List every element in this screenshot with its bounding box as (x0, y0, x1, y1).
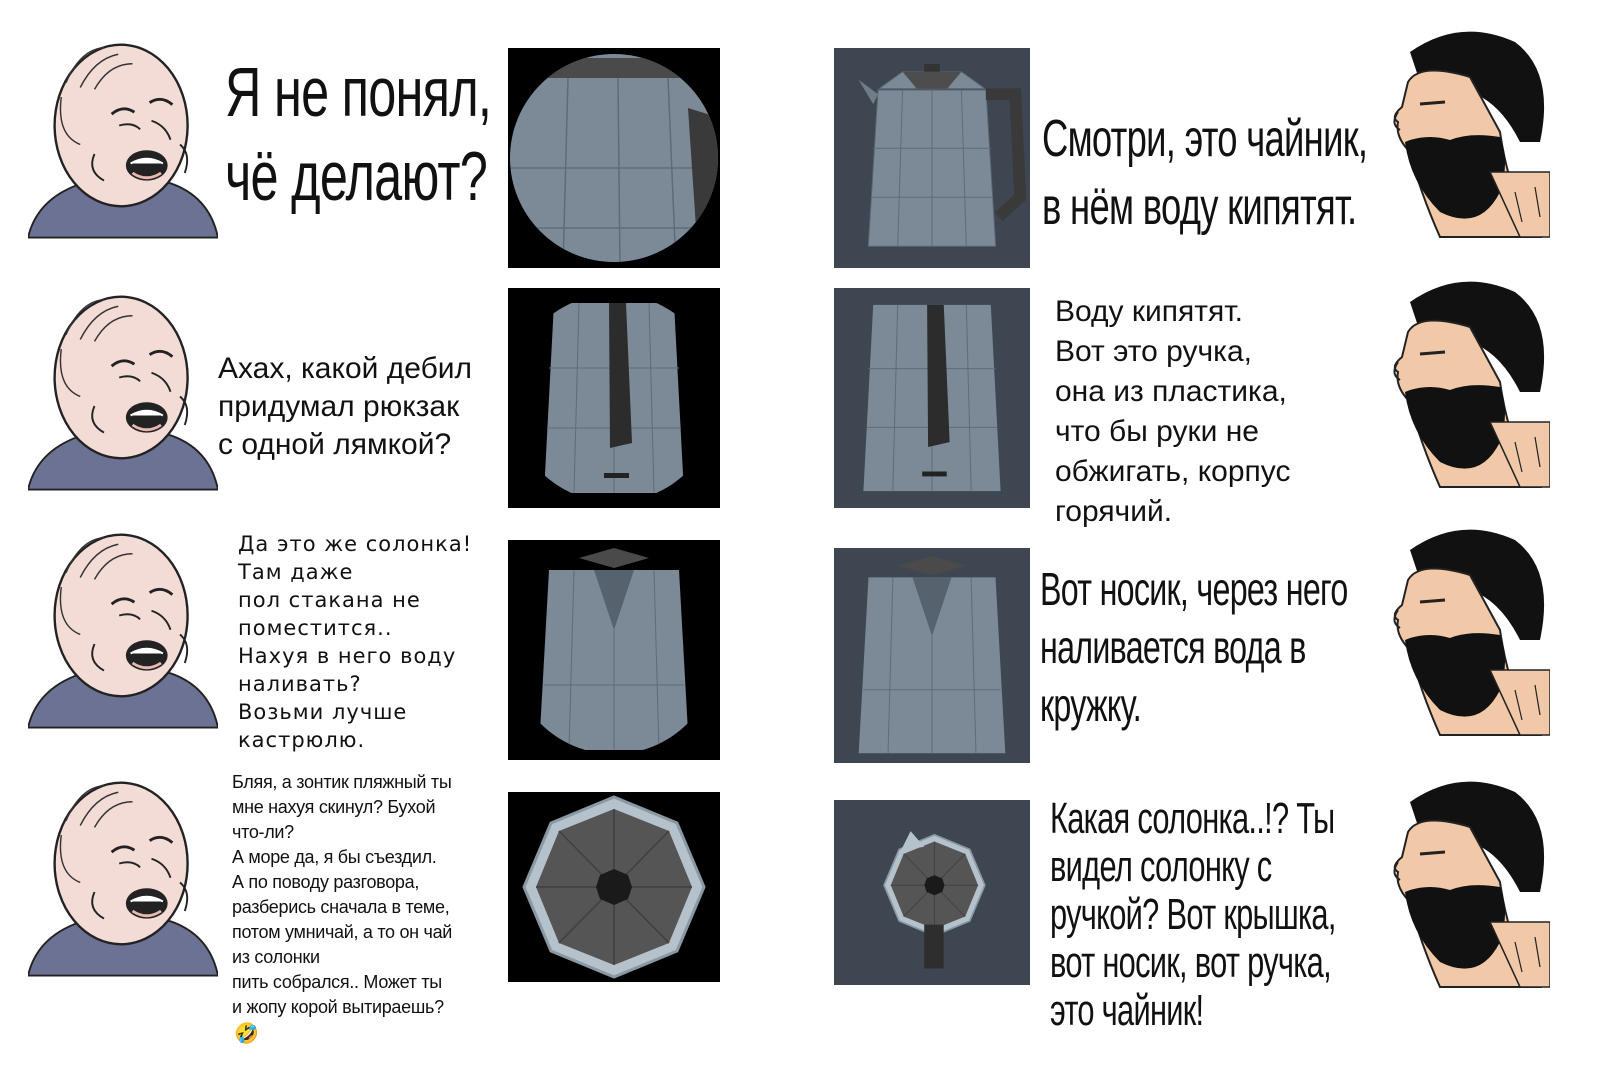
bearded-chad-icon (1350, 22, 1550, 242)
left-caption-3: Да это же солонка! Там даже пол стакана не поместится.. Нахуя в него воду наливать? Возьми лучше кастрюлю. (238, 532, 473, 752)
right-caption-4: Какая солонка..!? Ты видел солонку с ручкой? Вот крышка, вот носик, вот ручка, это чайник! (1050, 794, 1336, 1035)
left-caption-4: Бляя, а зонтик пляжный ты мне нахуя скинул? Бухой что-ли? А море да, я бы съездил. А по поводу разговора, разберись сначала в теме, потом умничай, а то он чай из солонки пить собрался.. Может ты и жопу корой вытираешь? (232, 772, 453, 1017)
right-caption-2: Воду кипятят. Вот это ручка, она из пластика, что бы руки не обжигать, корпус горячий. (1055, 295, 1291, 528)
rolling-laughing-emoji: 🤣 (234, 1023, 259, 1045)
bearded-chad-icon (1350, 772, 1550, 992)
crying-wojak-icon (28, 30, 218, 240)
right-caption-3: Вот носик, через него наливается вода в кружку. (1040, 563, 1348, 731)
kettle-render-handle (834, 288, 1030, 508)
kettle-render-top (834, 800, 1030, 985)
kettle-render-closeup (508, 48, 720, 268)
right-caption-1: Смотри, это чайник, в нём воду кипятят. (1042, 110, 1368, 236)
kettle-render-handle-closeup (508, 288, 720, 508)
kettle-render-spout (834, 548, 1030, 763)
left-caption-2: Ахах, какой дебил придумал рюкзак с одной лямкой? (218, 352, 473, 461)
kettle-render-spout-closeup (508, 540, 720, 760)
crying-wojak-icon (28, 520, 218, 730)
bearded-chad-icon (1350, 272, 1550, 492)
kettle-render-side (834, 48, 1030, 268)
left-caption-1: Я не понял, чё делают? (225, 53, 492, 215)
crying-wojak-icon (28, 768, 218, 978)
kettle-render-top-closeup (508, 792, 720, 982)
bearded-chad-icon (1350, 520, 1550, 740)
crying-wojak-icon (28, 282, 218, 492)
